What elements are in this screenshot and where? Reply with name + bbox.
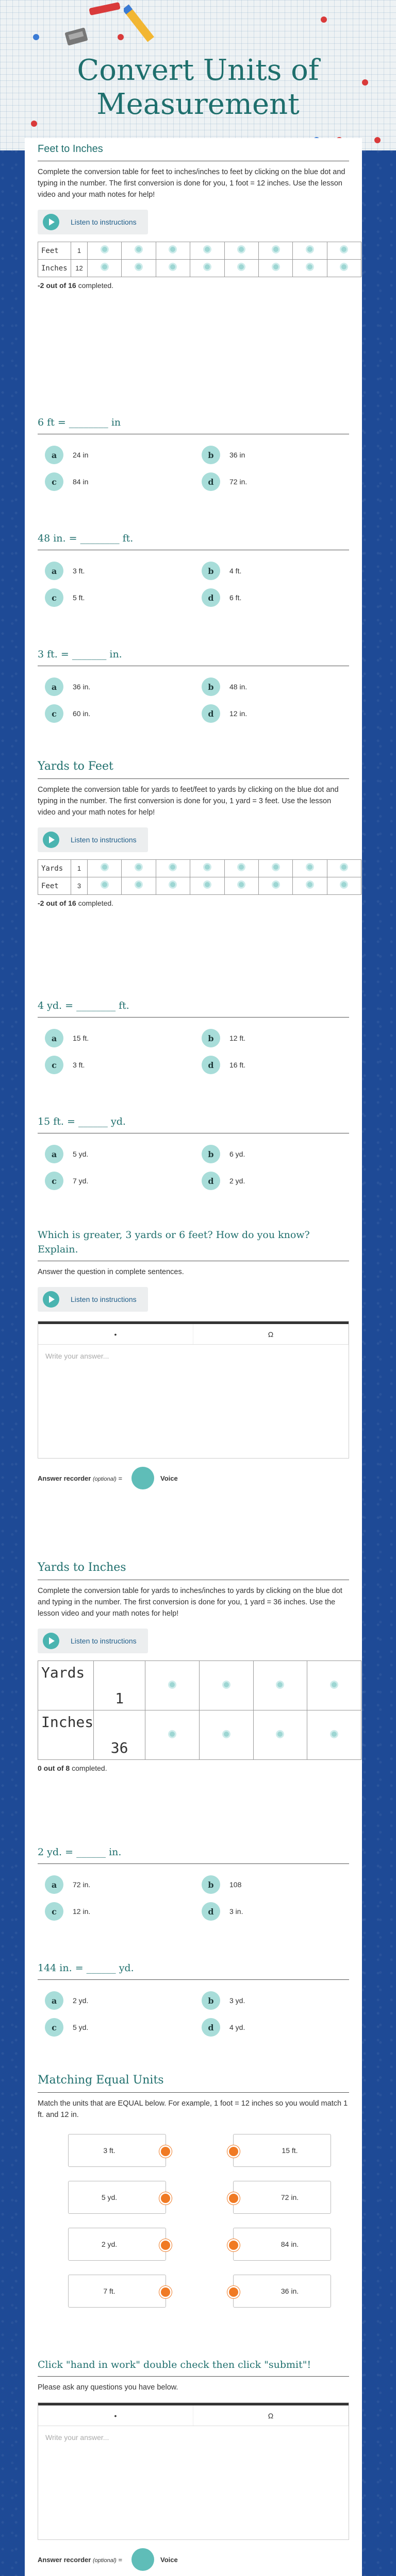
- answer-cell: [122, 242, 156, 260]
- conversion-table: [38, 1660, 361, 1760]
- answer-cell: [156, 242, 190, 260]
- link-icon[interactable]: Ω: [193, 2405, 349, 2426]
- play-icon: [43, 832, 59, 848]
- question-3: [38, 647, 349, 736]
- answer-dot[interactable]: [272, 263, 280, 271]
- section-yards-to-inches: [38, 1560, 349, 1772]
- answer-dot[interactable]: [203, 245, 211, 253]
- given-value: 36: [94, 1710, 145, 1760]
- section-title: Matching Equal Units: [38, 2073, 349, 2093]
- answer-dot[interactable]: [222, 1730, 230, 1738]
- voice-label: Voice: [160, 2555, 178, 2564]
- pencil-icon: [124, 0, 170, 46]
- listen-label: Listen to instructions: [71, 836, 137, 844]
- conversion-table: [38, 859, 361, 895]
- editor-toolbar: [38, 1324, 349, 1345]
- answer-cell: [293, 260, 327, 277]
- choice-a[interactable]: a 3 ft.: [45, 562, 85, 580]
- match-handle[interactable]: [159, 2286, 172, 2298]
- answer-cell: [190, 242, 224, 260]
- answer-cell: [88, 877, 122, 895]
- choice-d[interactable]: d 12 in.: [202, 704, 247, 723]
- choice-a[interactable]: a 72 in.: [45, 1875, 90, 1894]
- record-button[interactable]: [131, 1467, 154, 1489]
- section-feet-to-inches: [38, 138, 349, 290]
- section-instructions: Please ask any questions you have below.: [38, 2383, 178, 2392]
- answer-choices: [38, 1872, 349, 1934]
- answer-choices: [38, 1142, 349, 1204]
- choice-c[interactable]: c 5 ft.: [45, 588, 85, 607]
- answer-cell: [122, 877, 156, 895]
- choice-c[interactable]: c 7 yd.: [45, 1172, 88, 1190]
- choice-b[interactable]: b 4 ft.: [202, 562, 241, 580]
- given-value: 12: [71, 260, 88, 277]
- listen-label: Listen to instructions: [71, 1295, 137, 1303]
- question-prompt: 48 in. = ________ ft.: [38, 531, 349, 550]
- page-header: [0, 0, 396, 150]
- section-title: Yards to Feet: [38, 759, 349, 779]
- choice-c[interactable]: c 5 yd.: [45, 2018, 88, 2037]
- match-item-left[interactable]: 7 ft.: [68, 2275, 166, 2308]
- choice-c[interactable]: c 3 ft.: [45, 1056, 85, 1074]
- answer-cell: [327, 242, 361, 260]
- section-yards-to-feet: [38, 759, 349, 907]
- answer-dot[interactable]: [276, 1730, 284, 1738]
- choice-b[interactable]: b 6 yd.: [202, 1145, 245, 1163]
- match-handle[interactable]: [159, 2239, 172, 2251]
- section-instructions: Match the units that are EQUAL below. For example, 1 foot = 12 inches so you would match 1 ft. and 12 in.: [38, 2099, 348, 2119]
- essay-question-1: [38, 1228, 349, 1489]
- answer-cell: [293, 242, 327, 260]
- matching-area: [38, 2129, 349, 2325]
- answer-dot[interactable]: [203, 263, 211, 271]
- crayon-icon: [87, 0, 123, 21]
- answer-cell: [258, 877, 292, 895]
- row-label: Feet: [38, 877, 71, 895]
- essay-question-2: [38, 2358, 349, 2571]
- choice-a[interactable]: a 15 ft.: [45, 1029, 89, 1047]
- question-prompt: 144 in. = ______ yd.: [38, 1961, 349, 1980]
- answer-cell: [224, 877, 258, 895]
- listen-instructions-button[interactable]: [38, 210, 148, 234]
- answer-dot[interactable]: [237, 863, 245, 871]
- choice-b[interactable]: b 12 ft.: [202, 1029, 245, 1047]
- question-prompt: 4 yd. = ________ ft.: [38, 998, 349, 1018]
- row-label: Feet: [38, 242, 71, 260]
- answer-cell: [224, 242, 258, 260]
- listen-instructions-button[interactable]: [38, 1629, 148, 1653]
- answer-dot[interactable]: [272, 245, 280, 253]
- answer-dot[interactable]: [340, 880, 348, 889]
- question-6: [38, 1845, 349, 1934]
- answer-dot[interactable]: [169, 880, 177, 889]
- answer-choices: [38, 1988, 349, 2050]
- match-item-right[interactable]: 15 ft.: [233, 2134, 331, 2167]
- play-icon: [43, 1633, 59, 1649]
- choice-d[interactable]: d 16 ft.: [202, 1056, 245, 1074]
- match-item-right[interactable]: 72 in.: [233, 2181, 331, 2214]
- answer-cell: [258, 242, 292, 260]
- answer-cell: [190, 860, 224, 877]
- answer-choices: [38, 558, 349, 620]
- question-prompt: 6 ft = ________ in: [38, 415, 349, 434]
- play-icon: [43, 214, 59, 230]
- answer-cell: [327, 860, 361, 877]
- list-icon[interactable]: •: [38, 2405, 193, 2426]
- completion-status: -2 out of 16 completed.: [38, 899, 114, 907]
- answer-dot[interactable]: [306, 263, 314, 271]
- section-instructions: Complete the conversion table for yards to inches/inches to yards by clicking on the blue dot and typing in the number. The first conversion is done for you, 1 yard = 36 inches. Use the lesson video and your math notes for help!: [38, 1587, 342, 1618]
- section-title: Yards to Inches: [38, 1560, 349, 1580]
- answer-cell: [253, 1710, 307, 1760]
- voice-label: Voice: [160, 1474, 178, 1482]
- section-instructions: Complete the conversion table for feet to inches/inches to feet by clicking on the blue dot and typing in the number. The first conversion is done for you, 1 foot = 12 inches. Use the lesson video and your math notes for help!: [38, 168, 345, 199]
- choice-d[interactable]: d 6 ft.: [202, 588, 241, 607]
- record-button[interactable]: [131, 2548, 154, 2571]
- answer-cell: [199, 1710, 253, 1760]
- answer-cell: [327, 877, 361, 895]
- match-item-left[interactable]: 5 yd.: [68, 2181, 166, 2214]
- play-icon: [43, 1291, 59, 1308]
- choice-d[interactable]: d 2 yd.: [202, 1172, 245, 1190]
- choice-a[interactable]: a 2 yd.: [45, 1991, 88, 2010]
- question-prompt: Which is greater, 3 yards or 6 feet? How do you know? Explain.: [38, 1228, 349, 1261]
- match-handle[interactable]: [227, 2239, 240, 2251]
- answer-cell: [88, 242, 122, 260]
- answer-dot[interactable]: [101, 863, 109, 871]
- answer-dot[interactable]: [306, 245, 314, 253]
- completion-status: -2 out of 16 completed.: [38, 281, 114, 290]
- pushpin-icon: [31, 32, 41, 42]
- match-handle[interactable]: [227, 2192, 240, 2205]
- answer-cell: [156, 877, 190, 895]
- answer-cell: [156, 260, 190, 277]
- answer-dot[interactable]: [340, 263, 348, 271]
- choice-b[interactable]: b 3 yd.: [202, 1991, 245, 2010]
- answer-input[interactable]: Write your answer...: [45, 2433, 109, 2442]
- answer-dot[interactable]: [330, 1730, 338, 1738]
- choice-b[interactable]: b 48 in.: [202, 677, 247, 696]
- answer-dot[interactable]: [101, 245, 109, 253]
- match-item-right[interactable]: 84 in.: [233, 2228, 331, 2261]
- section-instructions: Answer the question in complete sentences.: [38, 1268, 184, 1276]
- answer-dot[interactable]: [169, 263, 177, 271]
- answer-dot[interactable]: [135, 880, 143, 889]
- question-7: [38, 1961, 349, 2050]
- answer-dot[interactable]: [340, 863, 348, 871]
- match-row: [68, 2134, 331, 2167]
- pushpin-icon: [116, 32, 126, 42]
- answer-dot[interactable]: [135, 263, 143, 271]
- match-item-right[interactable]: 36 in.: [233, 2275, 331, 2308]
- answer-cell: [293, 860, 327, 877]
- answer-cell: [307, 1710, 361, 1760]
- answer-dot[interactable]: [237, 880, 245, 889]
- answer-cell: [293, 877, 327, 895]
- row-label: Inches: [38, 260, 71, 277]
- answer-cell: [307, 1661, 361, 1710]
- match-handle[interactable]: [227, 2145, 240, 2158]
- match-item-left[interactable]: 3 ft.: [68, 2134, 166, 2167]
- listen-instructions-button[interactable]: [38, 827, 148, 852]
- answer-recorder: Answer recorder (optional) = Voice: [38, 1467, 349, 1489]
- choice-c[interactable]: c 60 in.: [45, 704, 90, 723]
- choice-c[interactable]: c 12 in.: [45, 1902, 90, 1921]
- answer-cell: [156, 860, 190, 877]
- answer-dot[interactable]: [101, 263, 109, 271]
- question-prompt: 3 ft. = _______ in.: [38, 647, 349, 666]
- answer-editor: [38, 1321, 349, 1459]
- row-label: Yards: [38, 860, 71, 877]
- pushpin-icon: [319, 14, 329, 25]
- given-value: 1: [94, 1661, 145, 1710]
- answer-editor: [38, 2402, 349, 2540]
- answer-dot[interactable]: [101, 880, 109, 889]
- answer-cell: [224, 860, 258, 877]
- answer-cell: [258, 860, 292, 877]
- answer-dot[interactable]: [169, 245, 177, 253]
- choice-a[interactable]: a 5 yd.: [45, 1145, 88, 1163]
- choice-d[interactable]: d 3 in.: [202, 1902, 243, 1921]
- pushpin-icon: [372, 135, 383, 145]
- page-title: Convert Units of Measurement: [77, 54, 319, 121]
- answer-choices: [38, 1026, 349, 1088]
- row-label: Yards: [38, 1661, 94, 1710]
- answer-dot[interactable]: [237, 245, 245, 253]
- answer-input[interactable]: Write your answer...: [45, 1352, 109, 1360]
- match-row: [68, 2275, 331, 2308]
- match-row: [68, 2181, 331, 2214]
- answer-dot[interactable]: [168, 1681, 176, 1689]
- match-item-left[interactable]: 2 yd.: [68, 2228, 166, 2261]
- match-handle[interactable]: [227, 2286, 240, 2298]
- question-prompt: 2 yd. = ______ in.: [38, 1845, 349, 1864]
- editor-toolbar: [38, 2405, 349, 2426]
- row-label: Inches: [38, 1710, 94, 1760]
- completion-status: 0 out of 8 completed.: [38, 1764, 107, 1772]
- answer-cell: [190, 260, 224, 277]
- answer-dot[interactable]: [272, 880, 280, 889]
- answer-cell: [145, 1661, 200, 1710]
- answer-dot[interactable]: [135, 863, 143, 871]
- answer-cell: [122, 860, 156, 877]
- answer-recorder: Answer recorder (optional) = Voice: [38, 2548, 349, 2571]
- answer-dot[interactable]: [168, 1730, 176, 1738]
- match-handle[interactable]: [159, 2192, 172, 2205]
- answer-cell: [122, 260, 156, 277]
- answer-cell: [327, 260, 361, 277]
- link-icon[interactable]: Ω: [193, 1324, 349, 1344]
- choice-b[interactable]: b 36 in: [202, 446, 245, 464]
- answer-cell: [88, 860, 122, 877]
- answer-cell: [145, 1710, 200, 1760]
- question-4: [38, 998, 349, 1088]
- answer-dot[interactable]: [306, 863, 314, 871]
- answer-dot[interactable]: [306, 880, 314, 889]
- choice-a[interactable]: a 36 in.: [45, 677, 90, 696]
- section-title: Feet to Inches: [38, 138, 349, 161]
- question-5: [38, 1114, 349, 1204]
- match-handle[interactable]: [159, 2145, 172, 2158]
- section-instructions: Complete the conversion table for yards to feet/feet to yards by clicking on the blue dot and typing in the number. The first conversion is done for you, 1 yard = 3 feet. Use the lesson video and your math notes for help!: [38, 786, 339, 817]
- given-value: 3: [71, 877, 88, 895]
- match-row: [68, 2228, 331, 2261]
- answer-dot[interactable]: [237, 263, 245, 271]
- choice-d[interactable]: d 72 in.: [202, 472, 247, 491]
- question-2: [38, 531, 349, 620]
- answer-dot[interactable]: [203, 880, 211, 889]
- answer-choices: [38, 443, 349, 504]
- choice-b[interactable]: b 108: [202, 1875, 241, 1894]
- answer-dot[interactable]: [135, 245, 143, 253]
- answer-cell: [224, 260, 258, 277]
- given-value: 1: [71, 860, 88, 877]
- answer-dot[interactable]: [276, 1681, 284, 1689]
- question-prompt: Click "hand in work" double check then click "submit"!: [38, 2358, 349, 2377]
- answer-cell: [258, 260, 292, 277]
- listen-label: Listen to instructions: [71, 218, 137, 226]
- answer-cell: [199, 1661, 253, 1710]
- answer-dot[interactable]: [272, 863, 280, 871]
- answer-dot[interactable]: [222, 1681, 230, 1689]
- answer-cell: [190, 877, 224, 895]
- answer-dot[interactable]: [340, 245, 348, 253]
- listen-instructions-button[interactable]: [38, 1287, 148, 1312]
- answer-dot[interactable]: [330, 1681, 338, 1689]
- choice-d[interactable]: d 4 yd.: [202, 2018, 245, 2037]
- listen-label: Listen to instructions: [71, 1637, 137, 1645]
- section-matching: [38, 2073, 349, 2325]
- given-value: 1: [71, 242, 88, 260]
- answer-choices: [38, 674, 349, 736]
- conversion-table: [38, 242, 361, 277]
- answer-cell: [88, 260, 122, 277]
- worksheet-card: [25, 138, 362, 2576]
- choice-c[interactable]: c 84 in: [45, 472, 88, 491]
- choice-a[interactable]: a 24 in: [45, 446, 88, 464]
- question-prompt: 15 ft. = ______ yd.: [38, 1114, 349, 1133]
- answer-cell: [253, 1661, 307, 1710]
- list-icon[interactable]: •: [38, 1324, 193, 1344]
- answer-dot[interactable]: [203, 863, 211, 871]
- answer-dot[interactable]: [169, 863, 177, 871]
- question-1: [38, 415, 349, 504]
